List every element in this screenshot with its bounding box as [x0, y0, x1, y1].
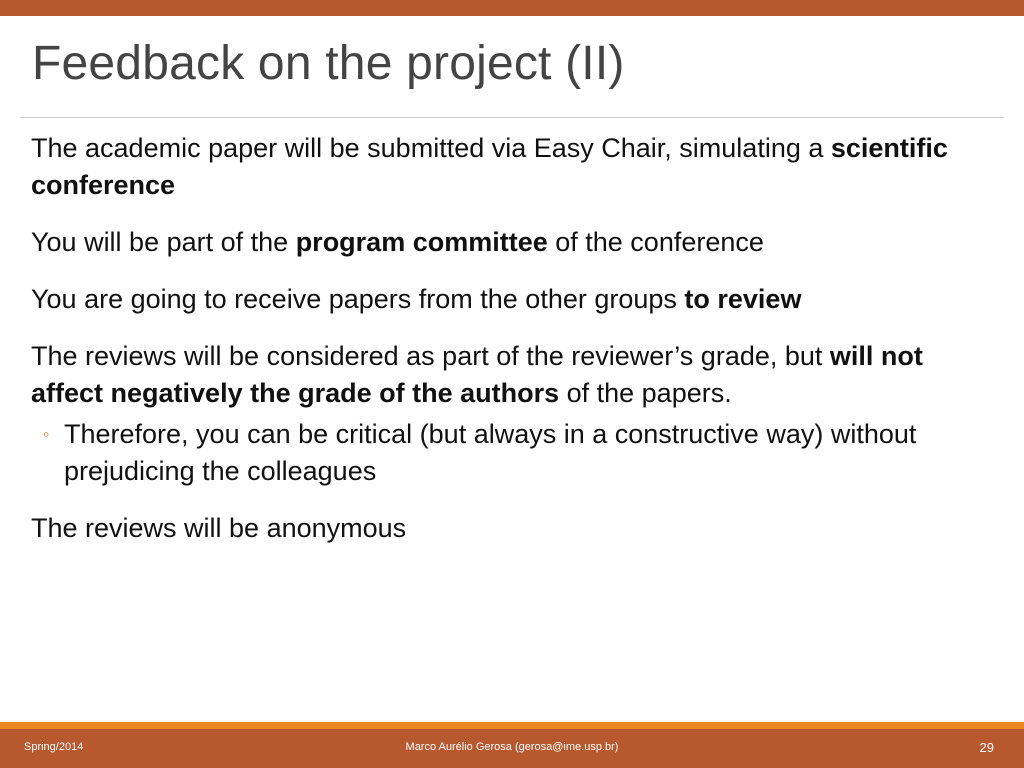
paragraph-review-papers-bold: to review	[684, 284, 802, 314]
paragraph-grading	[31, 338, 991, 412]
circle-bullet-icon: ◦	[43, 424, 50, 444]
paragraph-anonymous: The reviews will be anonymous	[31, 513, 407, 543]
paragraph-submission-text: The academic paper will be submitted via Easy Chair, simulating a	[31, 133, 831, 163]
paragraph-submission-bold: scientific conference	[31, 133, 948, 200]
slide-footer	[0, 729, 1024, 768]
footer-author: Marco Aurélio Gerosa (gerosa@ime.usp.br)	[405, 741, 619, 753]
slide-title: Feedback on the project (II)	[32, 37, 625, 90]
paragraph-review-papers-before: You are going to receive papers from the other groups	[31, 284, 685, 314]
paragraph-program-committee-before: You will be part of the	[31, 227, 296, 257]
paragraph-grading-after: of the papers.	[559, 378, 732, 408]
top-accent-bar	[0, 0, 1024, 16]
paragraph-program-committee-after: of the conference	[547, 227, 764, 257]
paragraph-grading-bold: will not affect negatively the grade of the authors	[31, 341, 923, 408]
page-number: 29	[979, 740, 994, 755]
paragraph-program-committee-bold: program committee	[295, 227, 548, 257]
title-divider	[20, 117, 1004, 118]
footer-date: Spring/2014	[24, 741, 84, 753]
sub-bullet-critical	[31, 416, 991, 490]
paragraph-grading-before: The reviews will be considered as part of the reviewer’s grade, but	[31, 341, 830, 371]
paragraph-review-papers	[31, 281, 991, 318]
footer-accent-stripe	[0, 722, 1024, 729]
slide-content	[31, 130, 991, 567]
sub-bullet-critical-text: Therefore, you can be critical (but always in a constructive way) without prejudicing the colleagues	[64, 419, 917, 486]
paragraph-submission	[31, 130, 991, 204]
paragraph-program-committee	[31, 224, 991, 261]
